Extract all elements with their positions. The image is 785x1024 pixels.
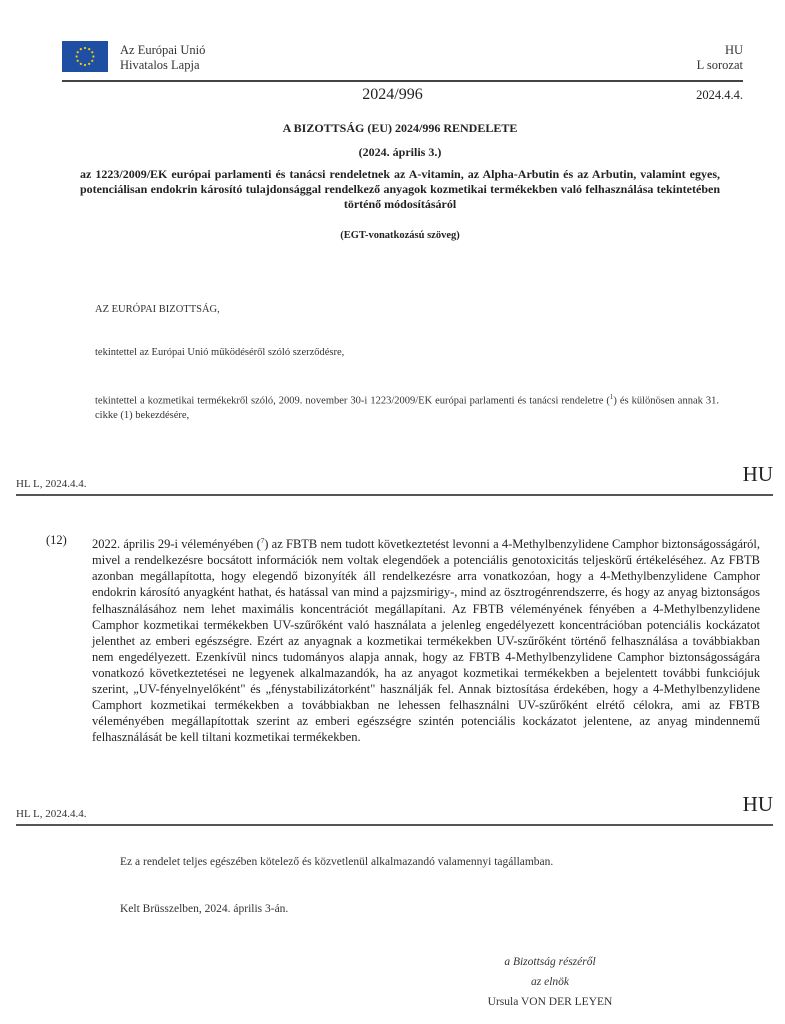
publication-line1: Az Európai Unió <box>120 43 206 57</box>
footer-journal-ref: HL L, 2024.4.4. <box>16 478 87 490</box>
recital-text-body: ) az FBTB nem tudott következtetést levonni a 4-Methylbenzylidene Camphor biztonságosságáról, mivel a rendelkezésre bocsátott információk nem voltak elegendőek a potenciális genotoxicitás teljeskörű értékeléséhez. Az FBTB azonban megállapította, hogy elegendő bizonyíték áll rendelkezésre arra vonatkozóan, hogy a 4-Methylbenzylidene Camphor endokrin károsító anyagként hathat, és hatással van mind a pajzsmirigy-, mind az ösztrogénrendszerre, és hogy az anyag biztonságos felhasználásához nem lehet maximális koncentrációt megállapítani. Az FBTB véleményének fényében a 4-Methylbenzylidene Camphor kozmetikai termékekben UV-szűrőként való használata a jelenleg engedélyezett koncentrációban potenciális kockázatot jelenthet az emberi egészségre. Ezért az anyagnak a kozmetikai termékekben UV-szűrőként történő felhasználása a továbbiakban nem engedélyezett. Ezenkívül nincs tudományos alapja annak, hogy az FBTB 4-Methylbenzylidene Camphor biztonságosságára vonatkozó következtetései ne legyenek alkalmazandók, ha az anyagot kozmetikai termékekben a bejelentett további funkciójuk szerint, „UV-fényelnyelőként" és „fénystabilizátorként" használják fel. Annak biztosítása érdekében, hogy a 4-Methylbenzylidene Camphort kozmetikai termékekben a továbbiakban ne lehessen felhasználni UV-szűrőként elrétő célokra, ami az FBTB véleményében megállapítottak szerint az emberi egészségre szintén potenciális kockázatot jelentene, az anyag mindennemű felhasználását be kell tiltani kozmetikai termékekben. <box>92 537 761 745</box>
publication-name <box>120 43 205 73</box>
document-date: 2024.4.4. <box>696 88 743 102</box>
footer-rule <box>16 824 773 826</box>
institution-line: AZ EURÓPAI BIZOTTSÁG, <box>95 304 220 315</box>
footnote-ref[interactable]: 1 <box>609 393 614 401</box>
eea-relevance: (EGT-vonatkozású szöveg) <box>340 230 460 241</box>
series-label: L sorozat <box>696 58 743 72</box>
citation-regulation <box>95 390 719 423</box>
footer-language: HU <box>742 792 773 816</box>
place-date: Kelt Brüsszelben, 2024. április 3-án. <box>120 903 289 915</box>
regulation-subject: az 1223/2009/EK európai parlamenti és tanácsi rendeletnek az A-vitamin, az Alpha-Arbutin és az Arbutin, valamint egyes, potenciálisan endokrin károsító tulajdonsággal rendelkező anyagok kozmetikai termékekben való felhasználása tekintetében történő módosításáról <box>80 167 720 211</box>
signatory-name: Ursula VON DER LEYEN <box>487 996 613 1008</box>
recital-number: (12) <box>46 533 67 547</box>
regulation-date: (2024. április 3.) <box>358 145 442 159</box>
binding-clause: Ez a rendelet teljes egészében kötelező és közvetlenül alkalmazandó valamennyi tagállamban. <box>120 856 554 868</box>
eu-stars-icon <box>62 41 108 72</box>
footer-journal-ref: HL L, 2024.4.4. <box>16 808 87 820</box>
header-rule <box>62 80 743 82</box>
regulation-title: A BIZOTTSÁG (EU) 2024/996 RENDELETE <box>282 121 518 135</box>
citation-text-end: ) és különösen annak 31. cikke (1) bekezdésére, <box>95 395 719 421</box>
signature-block <box>400 952 700 1012</box>
signature-line2: az elnök <box>530 976 569 988</box>
recital-text <box>92 533 760 745</box>
document-number: 2024/996 <box>362 86 423 103</box>
citation-text: tekintettel a kozmetikai termékekről szóló, 2009. november 30-i 1223/2009/EK európai parlamenti és tanácsi rendeletre ( <box>95 395 610 407</box>
language-code: HU <box>724 43 743 57</box>
signature-line1: a Bizottság részéről <box>504 956 596 968</box>
recital-text-start: 2022. április 29-i véleményében ( <box>92 537 261 552</box>
footnote-ref[interactable]: 7 <box>260 537 265 545</box>
footer-language: HU <box>742 462 773 486</box>
footer-rule <box>16 494 773 496</box>
header-right <box>697 43 743 73</box>
eu-flag-logo <box>62 41 108 72</box>
publication-line2: Hivatalos Lapja <box>120 58 200 72</box>
citation-treaty: tekintettel az Európai Unió működéséről szóló szerződésre, <box>95 347 345 358</box>
